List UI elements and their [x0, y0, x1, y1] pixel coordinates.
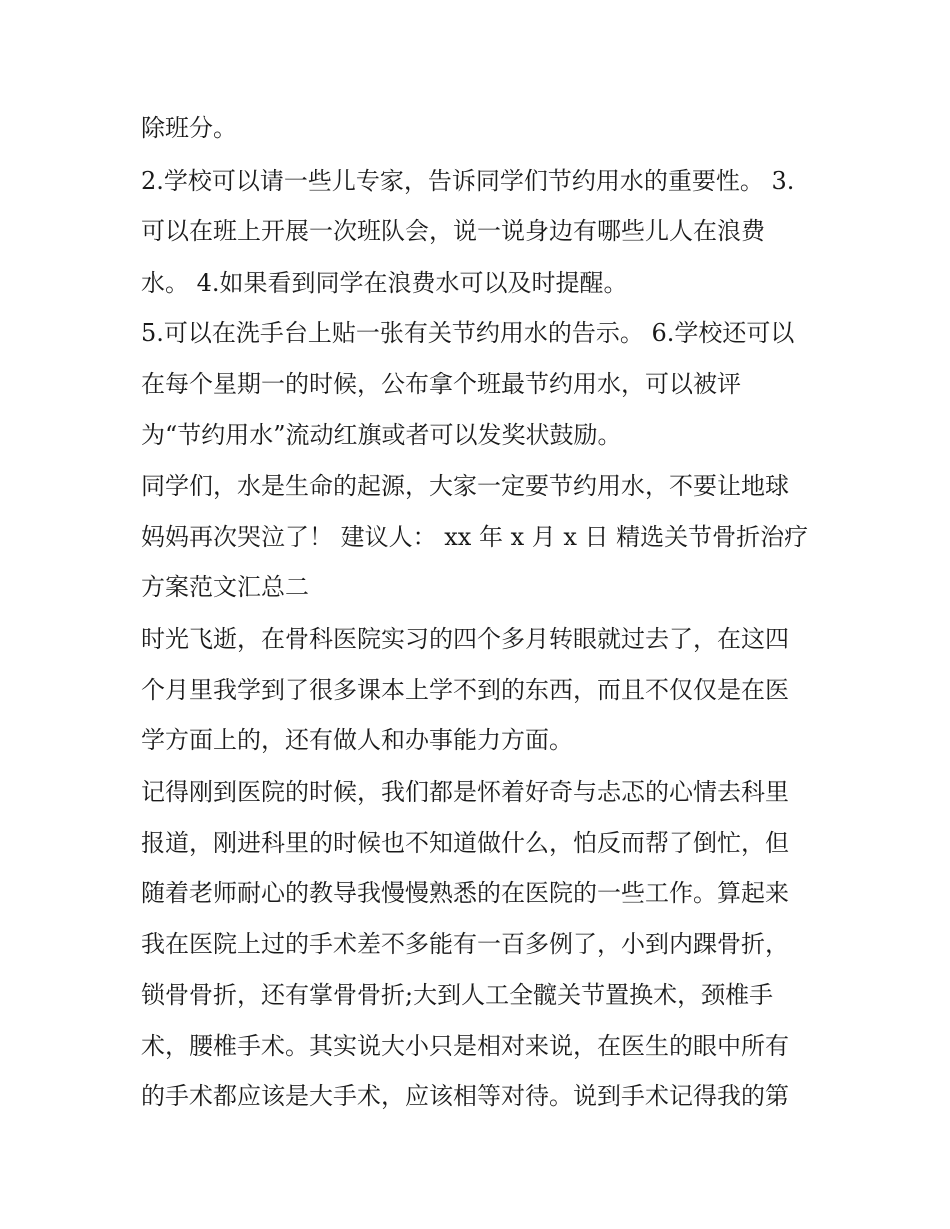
text-line: 报道，刚进科里的时候也不知道做什么，怕反而帮了倒忙，但	[141, 829, 789, 857]
text-line: 方案范文汇总二	[141, 573, 309, 601]
text-line: 学方面上的，还有做人和办事能力方面。	[141, 726, 573, 754]
text-line: 除班分。	[141, 114, 237, 142]
text-line: 在每个星期一的时候，公布拿个班最节约用水，可以被评	[141, 370, 741, 398]
text-line: 术，腰椎手术。其实说大小只是相对来说，在医生的眼中所有	[141, 1032, 789, 1060]
text-line: 随着老师耐心的教导我慢慢熟悉的在医院的一些工作。算起来	[141, 879, 789, 907]
text-line: 同学们，水是生命的起源，大家一定要节约用水，不要让地球	[141, 472, 789, 500]
text-line: 锁骨骨折，还有掌骨骨折;大到人工全髋关节置换术，颈椎手	[141, 981, 774, 1009]
text-line: 记得刚到医院的时候，我们都是怀着好奇与忐忑的心情去科里	[141, 778, 789, 806]
text-line: 5.可以在洗手台上贴一张有关节约用水的告示。 6.学校还可以	[141, 319, 795, 347]
text-line: 水。 4.如果看到同学在浪费水可以及时提醒。	[141, 269, 628, 297]
text-line: 我在医院上过的手术差不多能有一百多例了，小到内踝骨折，	[141, 930, 789, 958]
text-line: 可以在班上开展一次班队会，说一说身边有哪些儿人在浪费	[141, 217, 765, 245]
text-line: 个月里我学到了很多课本上学不到的东西，而且不仅仅是在医	[141, 676, 789, 704]
text-line: 的手术都应该是大手术，应该相等对待。说到手术记得我的第	[141, 1082, 789, 1110]
text-line: 为“节约用水”流动红旗或者可以发奖状鼓励。	[141, 421, 622, 449]
text-line: 时光飞逝，在骨科医院实习的四个多月转眼就过去了，在这四	[141, 625, 789, 653]
text-line: 妈妈再次哭泣了！ 建议人： xx 年 x 月 x 日 精选关节骨折治疗	[141, 523, 809, 551]
text-line: 2.学校可以请一些儿专家，告诉同学们节约用水的重要性。 3.	[141, 167, 795, 195]
